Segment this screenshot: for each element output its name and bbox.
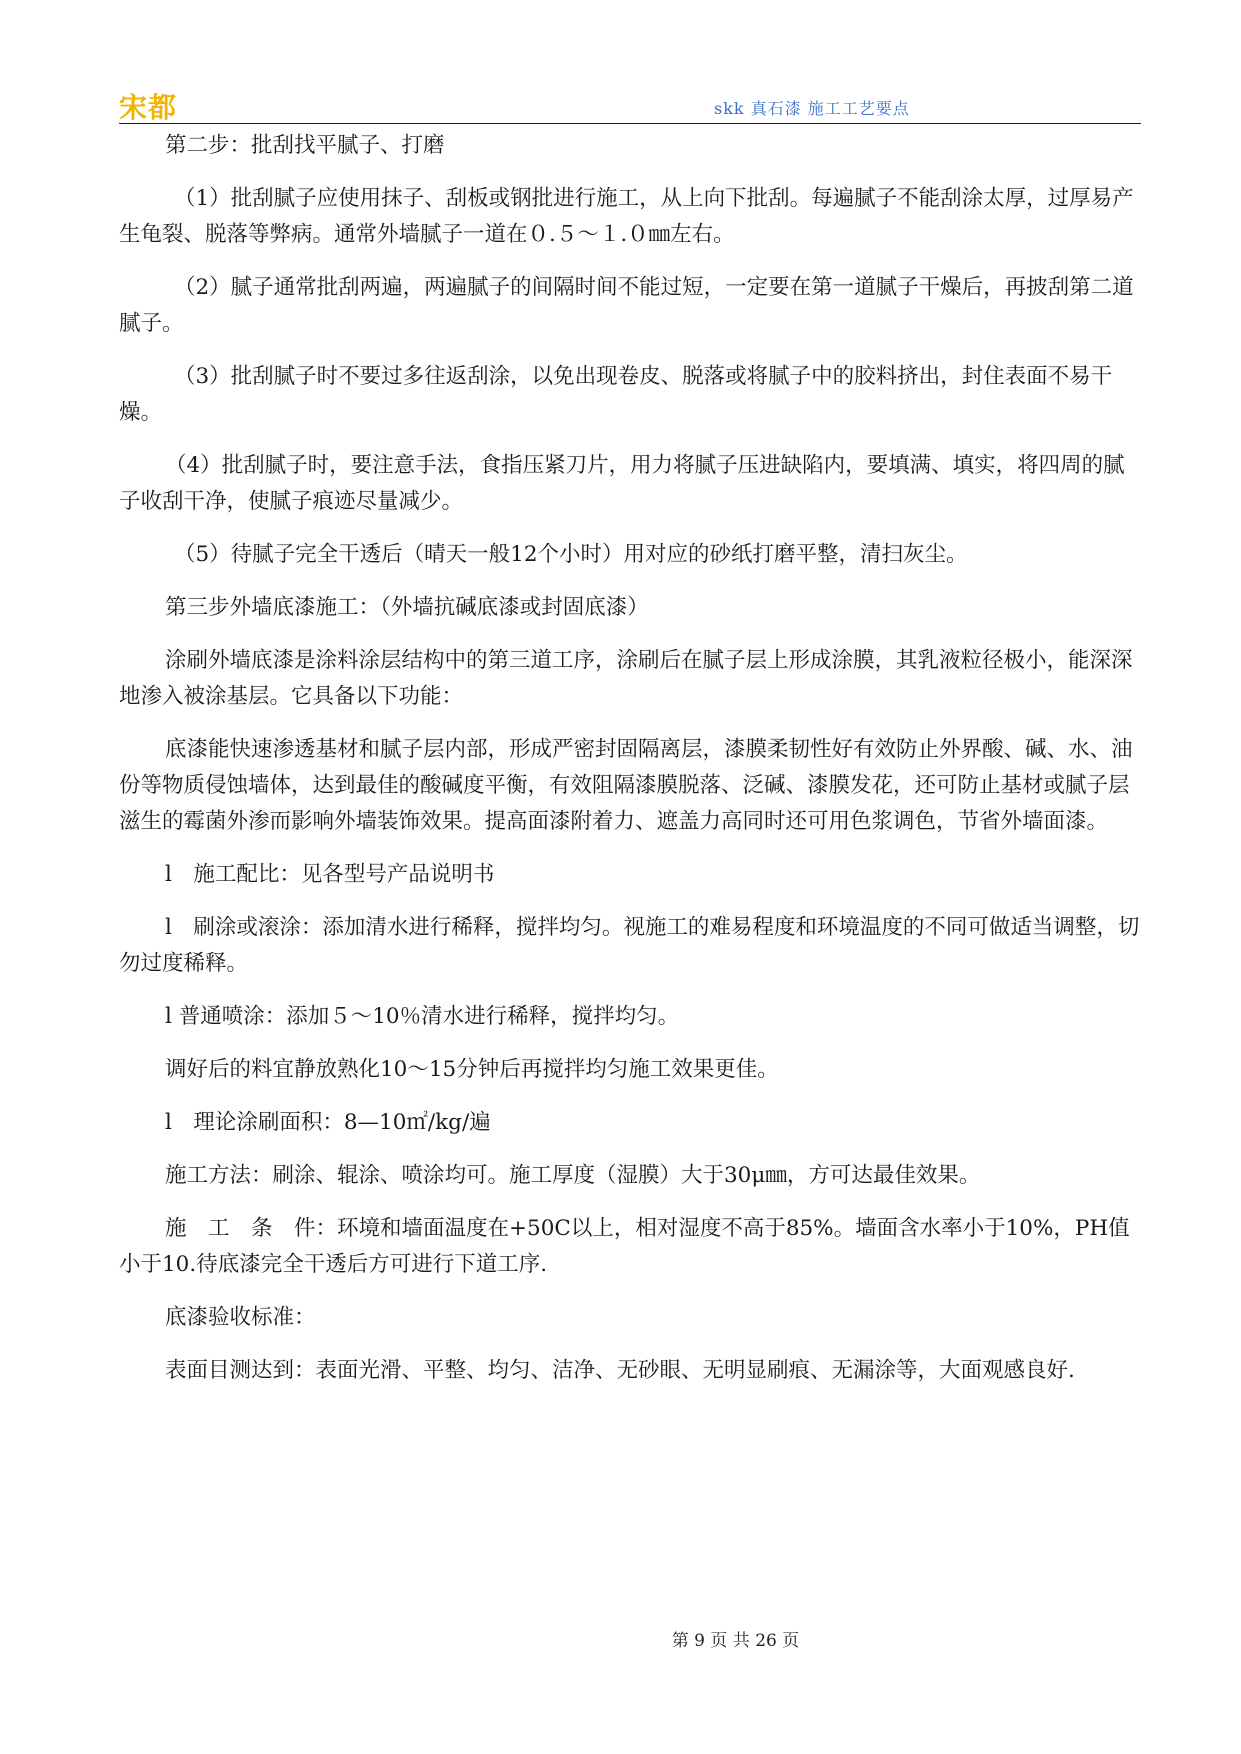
paragraph: 涂刷外墙底漆是涂料涂层结构中的第三道工序，涂刷后在腻子层上形成涂膜，其乳液粒径极小，能深深地渗入被涂基层。它具备以下功能： xyxy=(119,648,1133,709)
paragraph: l 施工配比：见各型号产品说明书 xyxy=(165,862,495,887)
page-number: 第 9 页 共 26 页 xyxy=(671,1631,800,1651)
page-footer xyxy=(0,1626,1241,1651)
paragraph: 表面目测达到：表面光滑、平整、均匀、洁净、无砂眼、无明显刷痕、无漏涂等，大面观感良好. xyxy=(165,1358,1075,1383)
paragraph: 底漆验收标准： xyxy=(165,1305,316,1330)
paragraph: l 理论涂刷面积：8—10㎡/kg/遍 xyxy=(165,1110,491,1135)
paragraph: （4）批刮腻子时，要注意手法，食指压紧刀片，用力将腻子压进缺陷内，要填满、填实，将四周的腻子收刮干净，使腻子痕迹尽量减少。 xyxy=(119,453,1125,514)
paragraph: （2）腻子通常批刮两遍，两遍腻子的间隔时间不能过短，一定要在第一道腻子干燥后，再披刮第二道腻子。 xyxy=(119,275,1134,336)
paragraph: （3）批刮腻子时不要过多往返刮涂，以免出现卷皮、脱落或将腻子中的胶料挤出，封住表面不易干燥。 xyxy=(119,364,1113,425)
paragraph: 调好后的料宜静放熟化10～15分钟后再搅拌均匀施工效果更佳。 xyxy=(165,1057,779,1082)
paragraph: l 普通喷涂：添加５～10％清水进行稀释，搅拌均匀。 xyxy=(165,1004,680,1029)
paragraph: （5）待腻子完全干透后（晴天一般12个小时）用对应的砂纸打磨平整，清扫灰尘。 xyxy=(174,542,968,567)
paragraph: 第三步外墙底漆施工：（外墙抗碱底漆或封固底漆） xyxy=(165,595,649,620)
paragraph: 第二步：批刮找平腻子、打磨 xyxy=(165,133,445,158)
paragraph: l 刷涂或滚涂：添加清水进行稀释，搅拌均匀。视施工的难易程度和环境温度的不同可做适当调整，切勿过度稀释。 xyxy=(119,915,1140,976)
document-body xyxy=(119,128,1141,1389)
paragraph: 施工方法：刷涂、辊涂、喷涂均可。施工厚度（湿膜）大于30μ㎜，方可达最佳效果。 xyxy=(165,1163,981,1188)
company-logo: 宋都 xyxy=(119,91,178,124)
paragraph: 施 工 条 件：环境和墙面温度在+50C以上，相对湿度不高于85%。墙面含水率小于10%，PH值小于10.待底漆完全干透后方可进行下道工序. xyxy=(119,1216,1130,1277)
paragraph: （1）批刮腻子应使用抹子、刮板或钢批进行施工，从上向下批刮。每遍腻子不能刮涂太厚，过厚易产生龟裂、脱落等弊病。通常外墙腻子一道在０.５～１.０㎜左右。 xyxy=(119,186,1134,247)
page-header xyxy=(119,84,1141,124)
paragraph: 底漆能快速渗透基材和腻子层内部，形成严密封固隔离层，漆膜柔韧性好有效防止外界酸、碱、水、油份等物质侵蚀墙体，达到最佳的酸碱度平衡，有效阻隔漆膜脱落、泛碱、漆膜发花，还可防止基材或腻子层滋生的霉菌外渗而影响外墙装饰效果。提高面漆附着力、遮盖力高同时还可用色浆调色，节省外墙面漆。 xyxy=(119,737,1133,834)
header-title: skk 真石漆 施工工艺要点 xyxy=(714,99,910,118)
header-divider xyxy=(119,123,1141,124)
